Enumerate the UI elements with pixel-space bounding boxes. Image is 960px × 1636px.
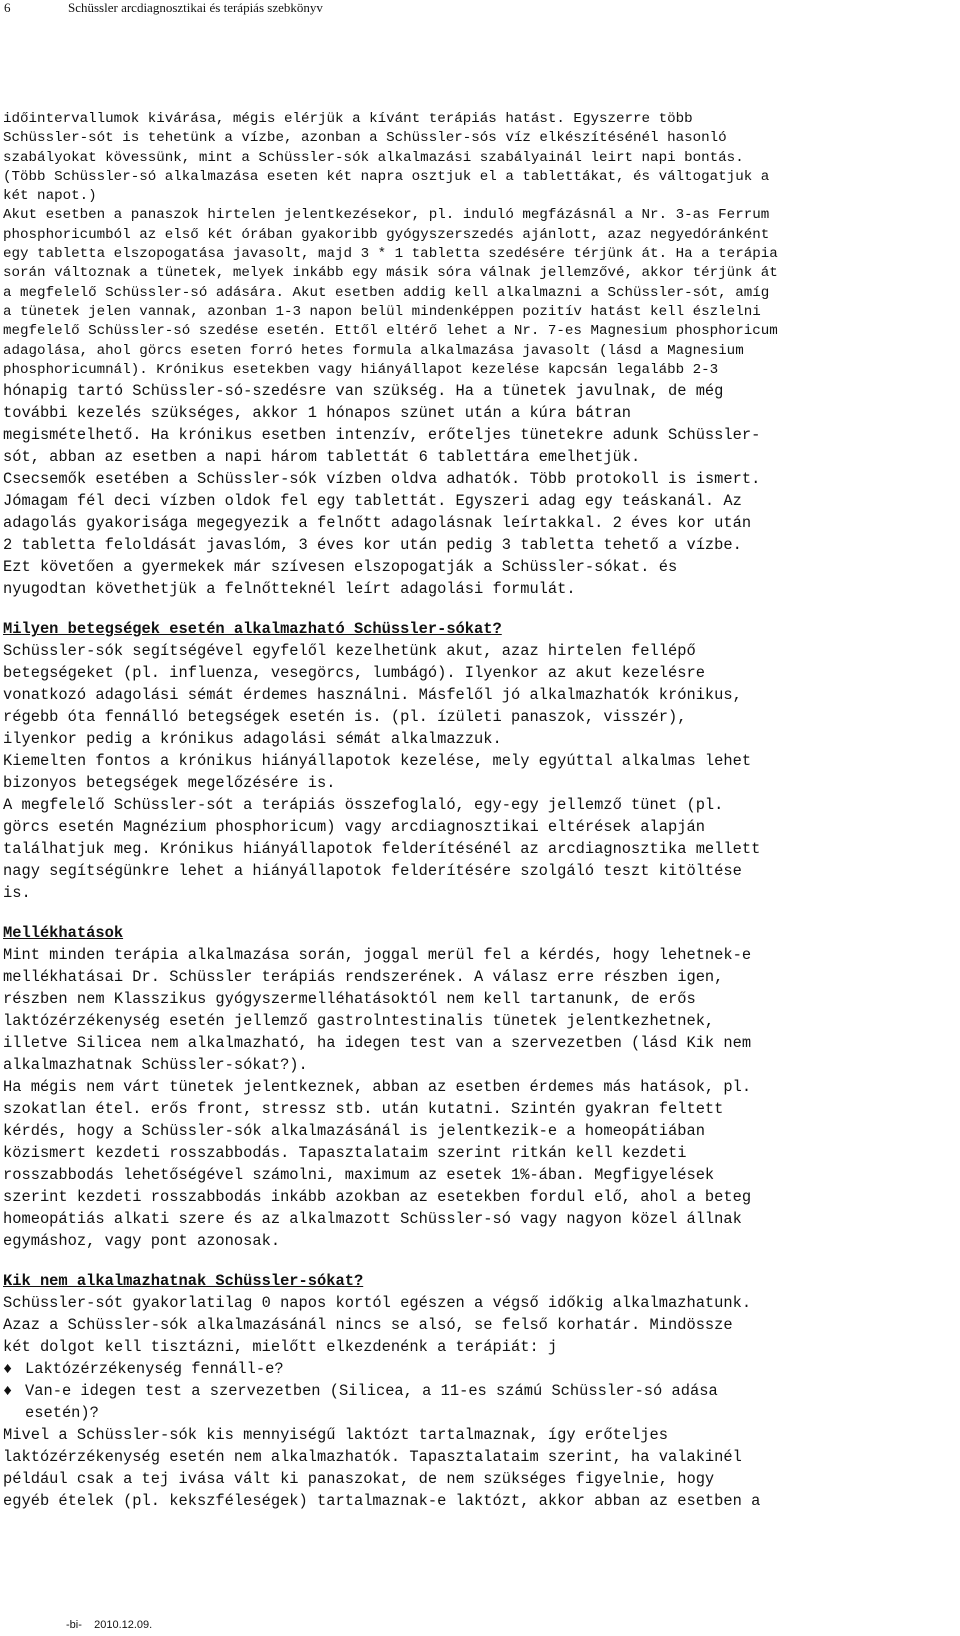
text-line: nyugodtan követhetjük a felnőtteknél leírt adagolási formulát. <box>3 580 576 599</box>
text-line: A megfelelő Schüssler-sót a terápiás összefoglaló, egy-egy jellemző tünet (pl. <box>3 796 724 815</box>
text-line: görcs esetén Magnézium phosphoricum) vagy arcdiagnosztikai eltérések alapján <box>3 818 705 837</box>
text-line: phosphoricumból az első két órában gyakoribb gyógyszerszedés ajánlott, azaz negyedóránként <box>3 226 770 243</box>
bullet-item-foreign-body <box>3 1380 959 1402</box>
text-line: is. <box>3 884 31 903</box>
text-line: illetve Silicea nem alkalmazható, ha idegen test van a szervezetben (lásd Kik nem <box>3 1034 752 1053</box>
text-line: hónapig tartó Schüssler-só-szedésre van szükség. Ha a tünetek javulnak, de még <box>3 382 724 401</box>
text-line: egy tabletta elszopogatása javasolt, majd 3 * 1 tabletta szedésére térjünk át. Ha a terápia <box>3 246 778 263</box>
text-line: Mint minden terápia alkalmazása során, joggal merül fel a kérdés, hogy lehetnek-e <box>3 946 752 965</box>
bullet-text: esetén)? <box>25 1404 99 1423</box>
text-line: megismételhető. Ha krónikus esetben intenzív, erőteljes tünetekre adunk Schüssler- <box>3 426 761 445</box>
text-line: bizonyos betegségek megelőzésére is. <box>3 774 336 793</box>
page-number: 6 <box>4 0 11 15</box>
text-line: a tünetek jelen vannak, azonban 1-3 napon belül mindenképpen pozitív hatást kell észlelni <box>3 303 761 320</box>
text-line: szabályokat kövessünk, mint a Schüssler-sók alkalmazási szabályainál leirt napi bontás. <box>3 149 744 166</box>
page-header <box>4 0 323 16</box>
text-line: Azaz a Schüssler-sók alkalmazásánál nincs se alsó, se felső korhatár. Mindössze <box>3 1316 733 1335</box>
text-line: Csecsemők esetében a Schüssler-sók vízben oldva adhatók. Több protokoll is ismert. <box>3 470 761 489</box>
text-line: kérdés, hogy a Schüssler-sók alkalmazásánál is jelentkezik-e a homeopátiában <box>3 1122 705 1141</box>
section-heading: Milyen betegségek esetén alkalmazható Schüssler-sókat? <box>3 620 502 639</box>
text-line: alkalmazhatnak Schüssler-sókat?). <box>3 1056 308 1075</box>
text-line: például csak a tej ivása vált ki panaszokat, de nem szükséges figyelnie, hogy <box>3 1470 715 1489</box>
text-line: Akut esetben a panaszok hirtelen jelentkezésekor, pl. induló megfázásnál a Nr. 3-as Ferrum <box>3 207 770 224</box>
diamond-bullet-icon: ♦ <box>3 1360 13 1379</box>
text-line: Schüssler-sót gyakorlatilag 0 napos kortól egészen a végső időkig alkalmazhatunk. <box>3 1294 752 1313</box>
text-line: Kiemelten fontos a krónikus hiányállapotok kezelése, mely egyúttal alkalmas lehet <box>3 752 752 771</box>
text-line: találhatjuk meg. Krónikus hiányállapotok felderítésénél az arcdiagnosztika mellett <box>3 840 761 859</box>
text-line: Mivel a Schüssler-sók kis mennyiségű laktózt tartalmaznak, így erőteljes <box>3 1426 668 1445</box>
text-line: laktózérzékenység esetén nem alkalmazhatók. Tapasztalataim szerint, ha valakinél <box>3 1448 742 1467</box>
text-line: szerint kezdeti rosszabbodás inkább azokban az esetekben fordul elő, ahol a beteg <box>3 1188 752 1207</box>
text-line: Ha mégis nem várt tünetek jelentkeznek, abban az esetben érdemes más hatások, pl. <box>3 1078 752 1097</box>
text-line: további kezelés szükséges, akkor 1 hónapos szünet után a kúra bátran <box>3 404 632 423</box>
text-line: vonatkozó adagolási sémát érdemes használni. Másfelől jó alkalmazhatók krónikus, <box>3 686 742 705</box>
text-line: Schüssler-sót is tehetünk a vízbe, azonban a Schüssler-sós víz elkészítésénél hasonló <box>3 130 727 147</box>
text-line: időintervallumok kivárása, mégis elérjük a kívánt terápiás hatást. Egyszerre több <box>3 111 693 127</box>
section-heading: Kik nem alkalmazhatnak Schüssler-sókat? <box>3 1272 364 1291</box>
text-line: phosphoricumnál). Krónikus esetekben vagy hiányállapot kezelése kapcsán legalább 2-3 <box>3 361 719 378</box>
section-heading: Mellékhatások <box>3 924 124 943</box>
text-line: homeopátiás alkati szere és az alkalmazott Schüssler-só vagy nagyon közel állnak <box>3 1210 742 1229</box>
section-gap <box>3 1252 959 1270</box>
text-line: 2 tabletta feloldását javaslóm, 3 éves kor után pedig 3 tabletta tehető a vízbe. <box>3 536 742 555</box>
text-line: Ezt követően a gyermekek már szívesen elszopogatják a Schüssler-sókat. és <box>3 558 678 577</box>
text-line: részben nem Klasszikus gyógyszermelléhatásoktól nem kell tartanunk, de erős <box>3 990 696 1009</box>
text-line: két napot.) <box>3 188 97 205</box>
contraindications-section <box>3 1270 959 1512</box>
text-line: sót, abban az esetben a napi három tablettát 6 tablettára emelhetjük. <box>3 448 641 467</box>
intro-paragraph <box>3 110 959 380</box>
text-line: mellékhatásai Dr. Schüssler terápiás rendszerének. A válasz erre részben igen, <box>3 968 724 987</box>
page-body <box>3 110 959 1512</box>
section-gap <box>3 600 959 618</box>
text-line: megfelelő Schüssler-só szedése esetén. Ettől eltérő lehet a Nr. 7-es Magnesium phosphoricum <box>3 323 778 340</box>
book-title: Schüssler arcdiagnosztikai és terápiás szebkönyv <box>68 0 323 15</box>
section-gap <box>3 904 959 922</box>
diamond-bullet-icon: ♦ <box>3 1382 13 1401</box>
bullet-text: Van-e idegen test a szervezetben (Silicea, a 11-es számú Schüssler-só adása <box>25 1382 718 1401</box>
text-line: ilyenkor pedig a krónikus adagolási sémát alkalmazzuk. <box>3 730 502 749</box>
text-line: egyéb ételek (pl. kekszféleségek) tartalmaznak-e laktózt, akkor abban az esetben a <box>3 1492 761 1511</box>
bullet-item-lactose <box>3 1358 959 1380</box>
text-line: Schüssler-sók segítségével egyfelől kezelhetünk akut, azaz hirtelen fellépő <box>3 642 696 661</box>
bullet-item-continuation <box>3 1402 959 1424</box>
text-line: a megfelelő Schüssler-só adására. Akut esetben addig kell alkalmazni a Schüssler-sót, amíg <box>3 284 770 301</box>
text-line: közismert kezdeti rosszabbodás. Tapasztalataim szerint ritkán kell kezdeti <box>3 1144 687 1163</box>
text-line: betegségeket (pl. influenza, vesegörcs, lumbágó). Ilyenkor az akut kezelésre <box>3 664 705 683</box>
text-line: adagolása, ahol görcs eseten forró hetes formula alkalmazása javasolt (lásd a Magnesium <box>3 342 744 359</box>
text-line: során változnak a tünetek, melyek inkább egy másik sóra válnak jellemzővé, akkor térjünk át <box>3 265 778 282</box>
page-footer: -bi- 2010.12.09. <box>66 1619 153 1631</box>
side-effects-section <box>3 922 959 1252</box>
text-line: (Több Schüssler-só alkalmazása eseten két napra osztjuk el a tablettákat, és váltogatjuk a <box>3 168 770 185</box>
text-line: adagolás gyakorisága megegyezik a felnőtt adagolásnak leírtakkal. 2 éves kor után <box>3 514 752 533</box>
bullet-text: Laktózérzékenység fennáll-e? <box>25 1360 284 1379</box>
text-line: Jómagam fél deci vízben oldok fel egy tablettát. Egyszeri adag egy teáskanál. Az <box>3 492 742 511</box>
dosage-paragraph <box>3 380 959 600</box>
text-line: egymáshoz, vagy pont azonosak. <box>3 1232 281 1251</box>
text-line: nagy segítségünkre lehet a hiányállapotok felderítésére szolgáló teszt kitöltése <box>3 862 742 881</box>
text-line: régebb óta fennálló betegségek esetén is. (pl. ízületi panaszok, visszér), <box>3 708 687 727</box>
text-line: rosszabbodás lehetőségével számolni, maximum az esetek 1%-ában. Megfigyelések <box>3 1166 715 1185</box>
text-line: laktózérzékenység esetén jellemző gastrolntestinalis tünetek jelentkezhetnek, <box>3 1012 715 1031</box>
text-line: két dolgot kell tisztázni, mielőtt elkezdenénk a terápiát: j <box>3 1338 558 1357</box>
text-line: szokatlan étel. erős front, stressz stb. után kutatni. Szintén gyakran feltett <box>3 1100 724 1119</box>
indications-section <box>3 618 959 904</box>
